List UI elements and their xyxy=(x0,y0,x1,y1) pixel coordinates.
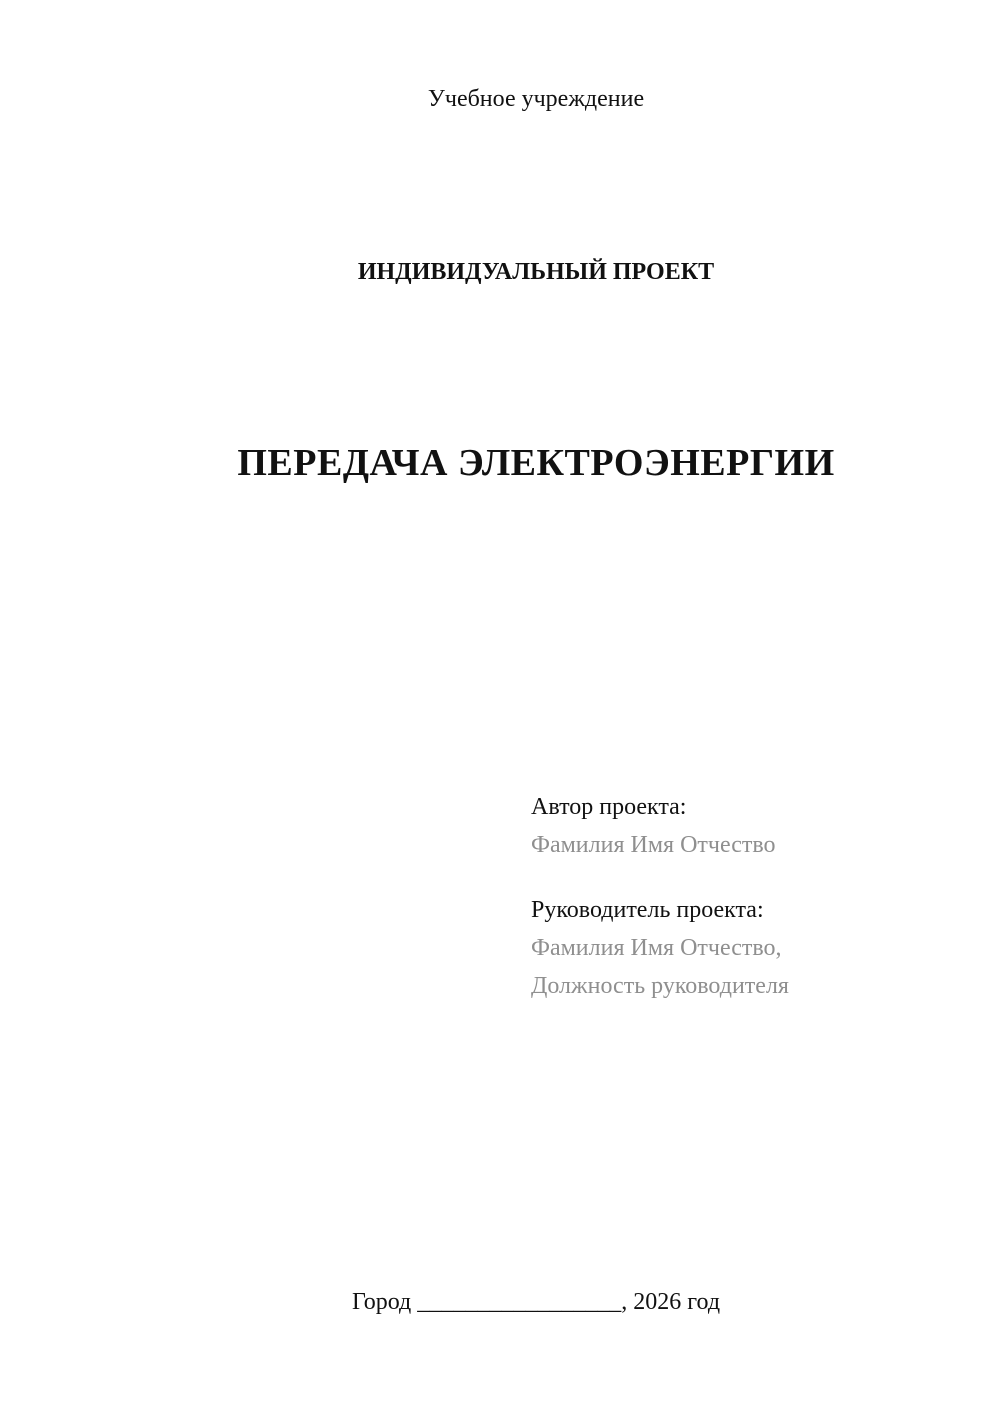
city-year-line xyxy=(143,1286,929,1318)
city-label: Город xyxy=(351,1289,412,1315)
supervisor-label: Руководитель проекта: xyxy=(531,897,764,923)
supervisor-position-placeholder: Должность руководителя xyxy=(531,973,789,999)
year-text: , 2026 год xyxy=(621,1289,721,1315)
city-blank-line: _________________ xyxy=(411,1289,622,1315)
credits-spacer xyxy=(531,864,789,891)
author-label: Автор проекта: xyxy=(531,794,687,820)
project-type-heading: ИНДИВИДУАЛЬНЫЙ ПРОЕКТ xyxy=(357,259,715,285)
author-name-placeholder: Фамилия Имя Отчество xyxy=(531,832,776,858)
institution-name: Учебное учреждение xyxy=(427,86,645,112)
supervisor-name-placeholder: Фамилия Имя Отчество, xyxy=(531,935,782,961)
credits-block xyxy=(531,788,789,1005)
project-title: ПЕРЕДАЧА ЭЛЕКТРОЭНЕРГИИ xyxy=(237,442,835,484)
